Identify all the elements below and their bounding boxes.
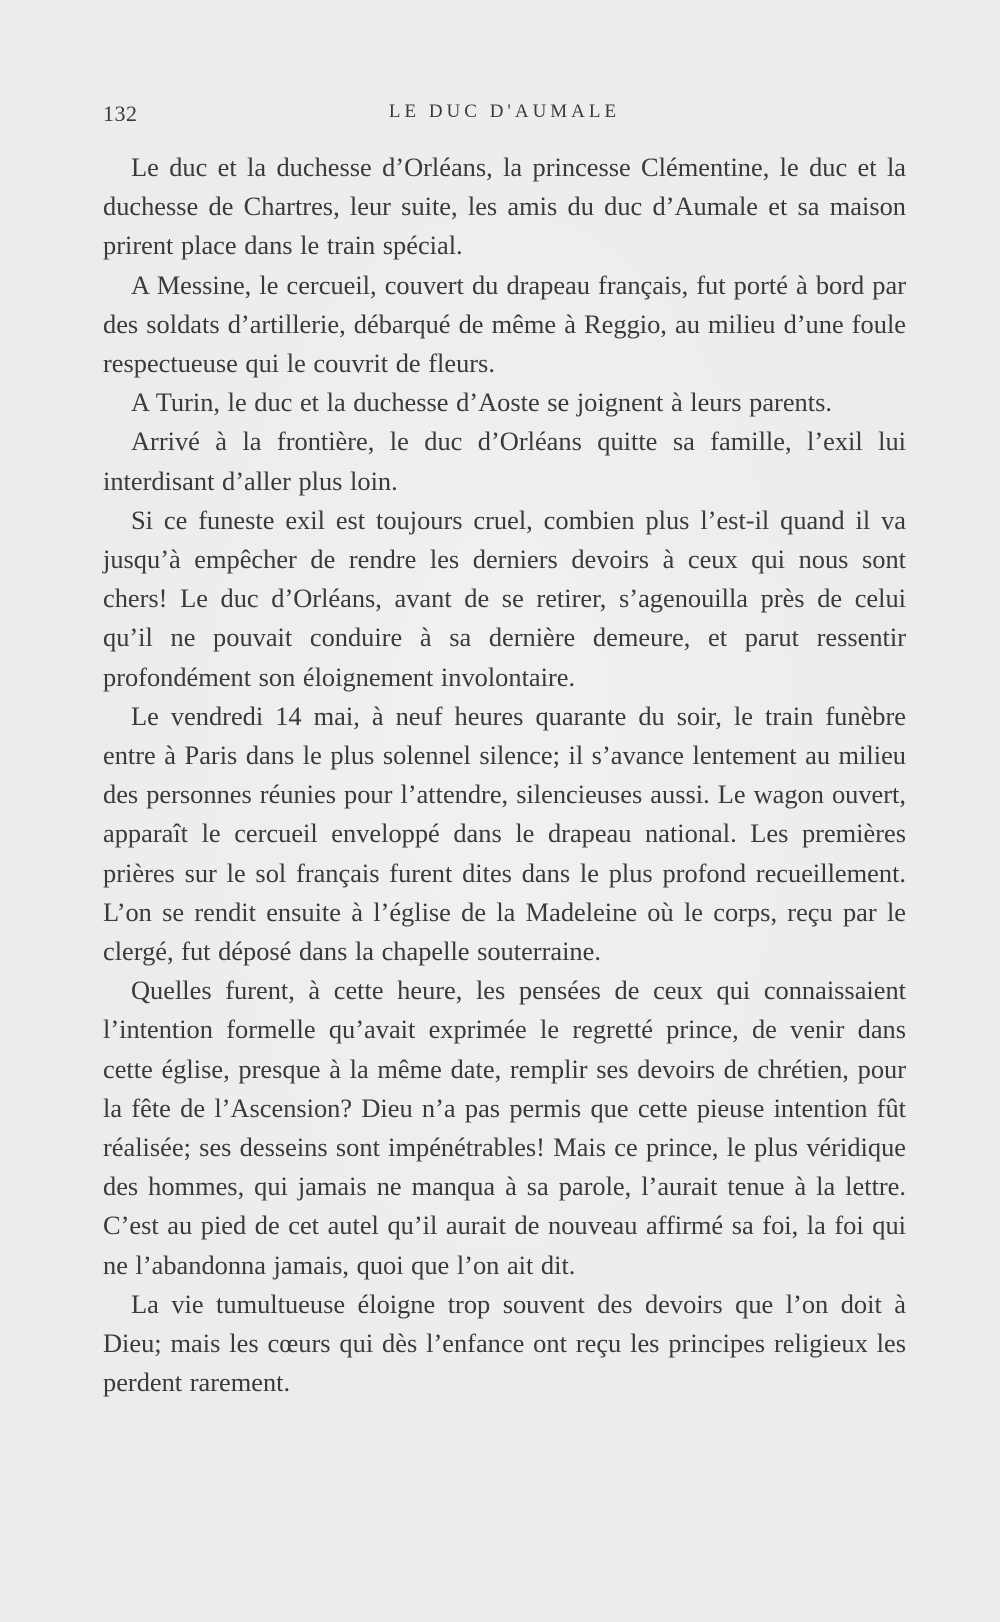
page-header (103, 101, 906, 131)
paragraph: A Turin, le duc et la duchesse d’Aoste se joignent à leurs parents. (131, 387, 832, 418)
paragraph: Quelles furent, à cette heure, les pensées de ceux qui connaissaient l’intention formelle qu’avait exprimée le regretté prince, de venir dans cette église, presque à la même date, remplir ses devoirs de chrétien, pour la fête de l’Ascension? Dieu n’a pas permis que cette pieuse intention fût réalisée; ses desseins sont impénétrables! Mais ce prince, le plus véridique des hommes, qui jamais ne manqua à sa parole, l’aurait tenue à la lettre. C’est au pied de cet autel qu’il aurait de nouveau affirmé sa foi, la foi qui ne l’abandonna jamais, quoi que l’on ait dit. (103, 975, 906, 1280)
paragraph: Si ce funeste exil est toujours cruel, combien plus l’est-il quand il va jusqu’à empêcher de rendre les derniers devoirs à ceux qui nous sont chers! Le duc d’Orléans, avant de se retirer, s’agenouilla près de celui qu’il ne pouvait conduire à sa dernière demeure, et parut ressentir profondément son éloignement involontaire. (103, 504, 906, 692)
paragraph: Arrivé à la frontière, le duc d’Orléans quitte sa famille, l’exil lui interdisant d’aller plus loin. (103, 426, 906, 496)
running-title: LE DUC D'AUMALE (388, 101, 621, 122)
text-body (103, 148, 906, 1403)
page-number: 132 (103, 101, 138, 126)
paragraph: A Messine, le cercueil, couvert du drapeau français, fut porté à bord par des soldats d’artillerie, débarqué de même à Reggio, au milieu d’une foule respectueuse qui le couvrit de fleurs. (103, 269, 906, 379)
paragraph: Le duc et la duchesse d’Orléans, la princesse Clémentine, le duc et la duchesse de Chartres, leur suite, les amis du duc d’Aumale et sa maison prirent place dans le train spécial. (103, 152, 906, 261)
paragraph: Le vendredi 14 mai, à neuf heures quarante du soir, le train funèbre entre à Paris dans le plus solennel silence; il s’avance lentement au milieu des personnes réunies pour l’attendre, silencieuses aussi. Le wagon ouvert, apparaît le cercueil enveloppé dans le drapeau national. Les premières prières sur le sol français furent dites dans le plus profond recueillement. L’on se rendit ensuite à l’église de la Madeleine où le corps, reçu par le clergé, fut déposé dans la chapelle souterraine. (103, 700, 906, 967)
paragraph: La vie tumultueuse éloigne trop souvent des devoirs que l’on doit à Dieu; mais les cœurs qui dès l’enfance ont reçu les principes religieux les perdent rarement. (103, 1288, 906, 1398)
